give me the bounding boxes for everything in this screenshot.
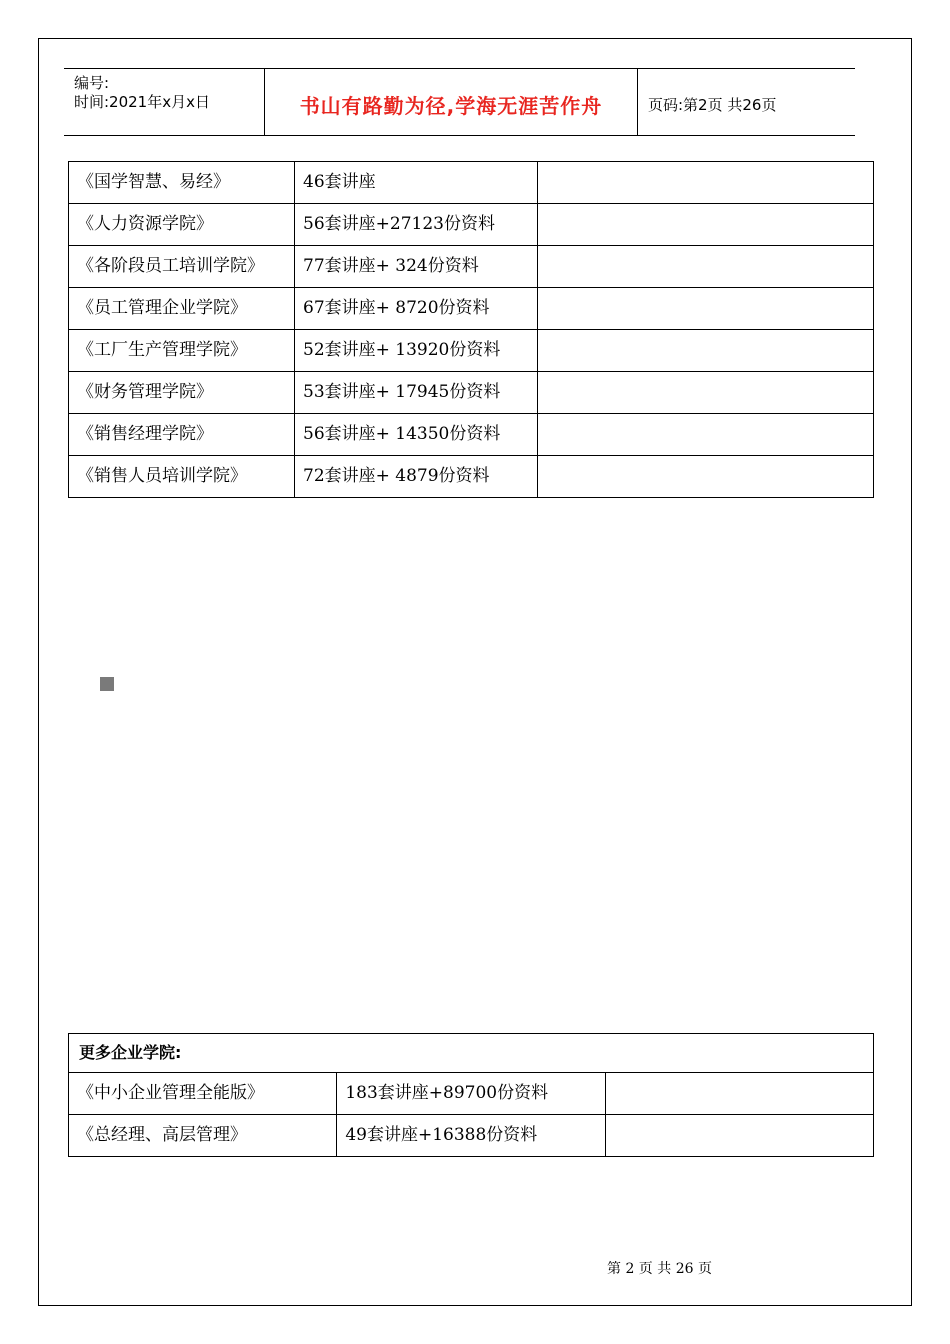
course-extra-cell xyxy=(605,1073,873,1115)
course-content-cell: 56套讲座+ 14350份资料 xyxy=(295,414,538,456)
course-name-cell: 《销售经理学院》 xyxy=(69,414,295,456)
table-row xyxy=(69,456,874,498)
course-name-cell: 《中小企业管理全能版》 xyxy=(69,1073,337,1115)
course-content-cell: 77套讲座+ 324份资料 xyxy=(295,246,538,288)
more-courses-heading: 更多企业学院: xyxy=(69,1034,874,1073)
table-row xyxy=(69,330,874,372)
course-extra-cell xyxy=(538,162,874,204)
page-footer: 第 2 页 共 26 页 xyxy=(607,1261,712,1277)
course-name-cell: 《员工管理企业学院》 xyxy=(69,288,295,330)
course-extra-cell xyxy=(538,246,874,288)
document-header xyxy=(64,68,855,136)
course-content-cell: 52套讲座+ 13920份资料 xyxy=(295,330,538,372)
header-page-cell xyxy=(638,69,855,135)
course-content-cell: 67套讲座+ 8720份资料 xyxy=(295,288,538,330)
square-bullet-icon xyxy=(100,677,114,691)
course-extra-cell xyxy=(538,204,874,246)
course-name-cell: 《国学智慧、易经》 xyxy=(69,162,295,204)
header-page-number: 页码:第2页 共26页 xyxy=(648,96,777,114)
course-name-cell: 《财务管理学院》 xyxy=(69,372,295,414)
course-content-cell: 56套讲座+27123份资料 xyxy=(295,204,538,246)
course-content-cell: 46套讲座 xyxy=(295,162,538,204)
course-name-cell: 《各阶段员工培训学院》 xyxy=(69,246,295,288)
courses-table xyxy=(68,161,874,498)
course-content-cell: 72套讲座+ 4879份资料 xyxy=(295,456,538,498)
course-extra-cell xyxy=(538,414,874,456)
course-content-cell: 49套讲座+16388份资料 xyxy=(337,1115,605,1157)
course-extra-cell xyxy=(605,1115,873,1157)
table-row xyxy=(69,1073,874,1115)
table-heading-row xyxy=(69,1034,874,1073)
course-name-cell: 《总经理、高层管理》 xyxy=(69,1115,337,1157)
header-motto: 书山有路勤为径,学海无涯苦作舟 xyxy=(299,94,603,118)
course-extra-cell xyxy=(538,372,874,414)
table-row xyxy=(69,162,874,204)
table-row xyxy=(69,1115,874,1157)
table-row xyxy=(69,204,874,246)
course-extra-cell xyxy=(538,288,874,330)
course-extra-cell xyxy=(538,456,874,498)
course-name-cell: 《人力资源学院》 xyxy=(69,204,295,246)
header-motto-cell xyxy=(265,69,638,135)
course-name-cell: 《工厂生产管理学院》 xyxy=(69,330,295,372)
more-courses-table xyxy=(68,1033,874,1157)
table-row xyxy=(69,414,874,456)
document-number-label: 编号: xyxy=(74,74,110,92)
course-content-cell: 183套讲座+89700份资料 xyxy=(337,1073,605,1115)
course-name-cell: 《销售人员培训学院》 xyxy=(69,456,295,498)
document-time-label: 时间:2021年x月x日 xyxy=(74,93,210,111)
course-content-cell: 53套讲座+ 17945份资料 xyxy=(295,372,538,414)
table-row xyxy=(69,246,874,288)
table-row xyxy=(69,288,874,330)
header-info-cell xyxy=(64,69,265,135)
table-row xyxy=(69,372,874,414)
course-extra-cell xyxy=(538,330,874,372)
